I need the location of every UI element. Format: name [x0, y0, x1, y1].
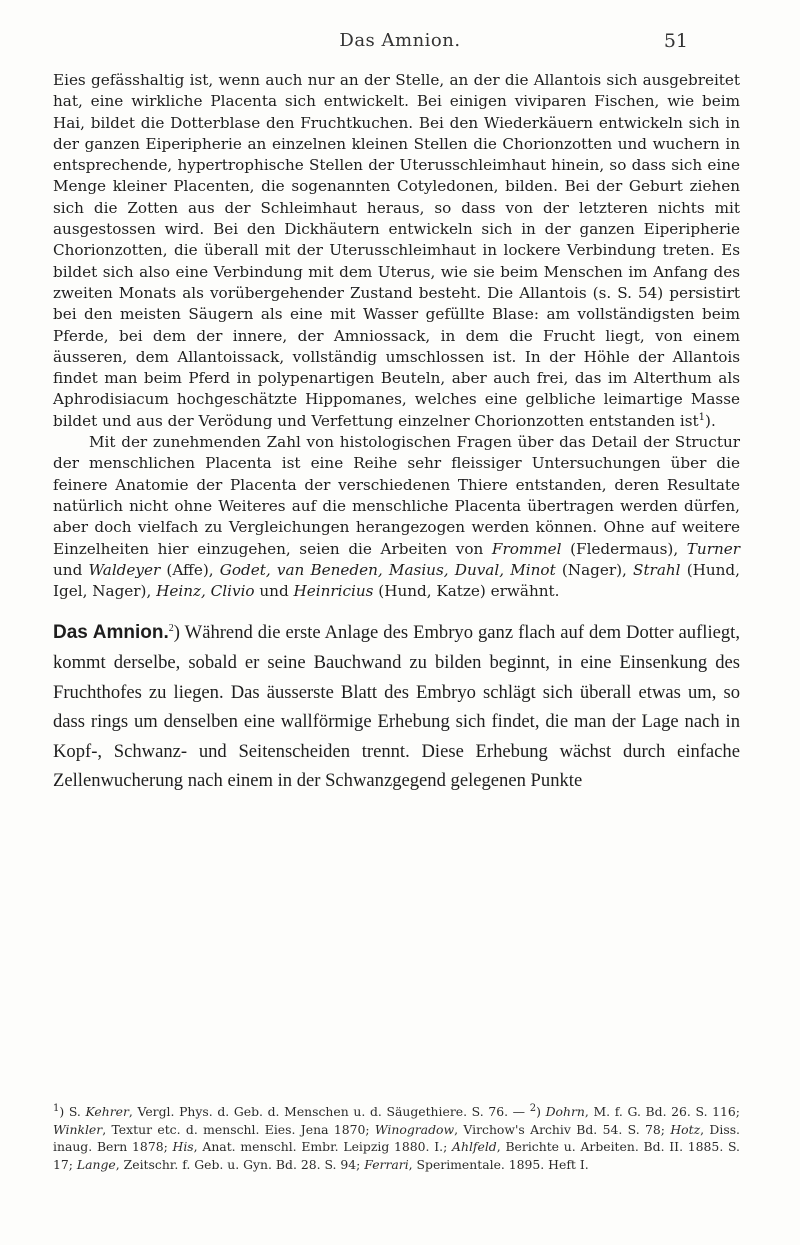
author-name: Heinz, Clivio: [156, 582, 255, 601]
text-run: und: [53, 560, 89, 579]
author-name: Frommel: [491, 539, 562, 558]
author-name: His: [172, 1139, 194, 1155]
paragraph-histology: [53, 432, 740, 602]
author-name: Hotz: [670, 1121, 701, 1137]
text-run: (Fledermaus),: [561, 539, 687, 558]
author-name: Strahl: [633, 560, 681, 579]
footnote-block: [53, 1103, 740, 1173]
text-run: , Vergl. Phys. d. Geb. d. Menschen u. d. Säugethiere. S. 76.: [128, 1104, 509, 1119]
text-run: , M. f. G. Bd. 26. S. 116;: [584, 1104, 740, 1119]
author-name: Godet, van Beneden, Masius, Duval, Minot: [219, 560, 556, 579]
text-run: , Berichte u. Arbeiten. Bd. II. 1885. S. 17;: [53, 1139, 741, 1172]
author-name: Ferrari: [364, 1156, 409, 1172]
text-run: —: [508, 1104, 530, 1119]
footnote-mark-1: 1: [53, 1102, 60, 1114]
section-amnion: [53, 618, 740, 796]
author-name: Winkler: [53, 1121, 103, 1137]
author-name: Kehrer: [85, 1104, 129, 1119]
text-run: und: [254, 582, 294, 601]
author-name: Ahlfeld: [452, 1139, 497, 1155]
text-run: , Sperimentale. 1895. Heft I.: [408, 1156, 589, 1172]
text-run: ): [536, 1104, 546, 1119]
paragraph-placenta-animals: [53, 70, 740, 432]
text-run: , Anat. menschl. Embr. Leipzig 1880. I.;: [193, 1139, 453, 1155]
text-run: (Affe),: [160, 560, 220, 579]
text-run: (Hund, Katze) erwähnt.: [373, 582, 560, 601]
text-run: , Zeitschr. f. Geb. u. Gyn. Bd. 28. S. 94;: [115, 1156, 365, 1172]
footnote-ref-1[interactable]: 1: [698, 411, 706, 423]
page-number: 51: [663, 30, 688, 52]
author-name: Lange: [76, 1156, 116, 1172]
footnote-mark-2: 2: [529, 1102, 537, 1114]
text-run: (Hund, Igel, Nager),: [53, 560, 740, 601]
text-run: , Virchow's Archiv Bd. 54. S. 78;: [454, 1121, 671, 1137]
footnotes: [53, 1103, 740, 1173]
text-run: Eies gefässhaltig ist, wenn auch nur an der Stelle, an der die Allantois sich ausgebreitet hat, eine wirkliche Placenta sich entwickelt. Bei einigen viviparen Fischen, wie beim Hai, bildet die Dotterblase den Fruchtkuchen. Bei den Wiederkäuern entwickeln sich in der ganzen Eiperipherie an einzelnen kleinen Stellen die Chorionzotten und wuchern in entsprechende, hypertrophische Stellen der Uterusschleimhaut hinein, so dass sich eine Menge kleiner Placenten, die sogenannten Cotyledonen, bilden. Bei der Geburt ziehen sich die Zotten aus der Schleimhaut heraus, so dass von der letzteren nichts mit ausgestossen wird. Bei den Dickhäutern entwickeln sich in der ganzen Eiperipherie Chorionzotten, die überall mit der Uterusschleimhaut in lockere Verbindung treten. Es bildet sich also eine Verbindung mit dem Uterus, wie sie beim Menschen im Anfang des zweiten Monats als vorübergehender Zustand besteht. Die Allantois (s. S. 54) persistirt bei den meisten Säugern als eine mit Wasser gefüllte Blase: am vollständigsten beim Pferde, bei dem der innere, der Amniossack, in dem die Frucht liegt, von einem äusseren, dem Allantoissack, vollständig umschlossen ist. In der Höhle der Allantois findet man beim Pferd in polypenartigen Beuteln, aber auch frei, das im Alterthum als Aphrodisiacum hochgeschätzte Hippomanes, welches eine gelbliche leimartige Masse bildet und aus der Verödung und Verfettung einzelner Chorionzotten entstanden ist: [53, 71, 740, 430]
text-run: Mit der zunehmenden Zahl von histologischen Fragen über das Detail der Structur der menschlichen Placenta ist eine Reihe sehr fleissiger Untersuchungen über die feinere Anatomie der Placenta der verschiedenen Thiere entstanden, deren Resultate natürlich nicht ohne Weiteres auf die menschliche Placenta übertragen werden dürfen, aber doch vielfach zu Vergleichungen herangezogen werden können. Ohne auf weitere Einzelheiten hier einzugehen, seien die Arbeiten von: [53, 433, 740, 558]
footnote-ref-2[interactable]: 2: [168, 623, 174, 635]
text-run: ) S.: [59, 1104, 86, 1119]
author-name: Heinricius: [293, 582, 374, 601]
text-run: ) Während die erste Anlage des Embryo ganz flach auf dem Dotter aufliegt, kommt derselbe, sobald er seine Bauchwand zu bilden beginnt, in eine Einsenkung des Fruchthofes zu liegen. Das äusserste Blatt des Embryo schlägt sich überall etwas um, so dass rings um denselben eine wallförmige Erhebung sich findet, die man der Lage nach in Kopf-, Schwanz- und Seitenscheiden trennt. Diese Erhebung wächst durch einfache Zellenwucherung nach einem in der Schwanzgegend gelegenen Punkte: [53, 622, 740, 792]
running-title: Das Amnion.: [339, 30, 461, 51]
body-text: [53, 70, 740, 796]
text-run: ).: [705, 411, 716, 430]
section-heading: Das Amnion.: [53, 622, 169, 644]
running-head: [0, 30, 800, 58]
text-run: (Nager),: [555, 560, 634, 579]
author-name: Winogradow: [374, 1121, 455, 1137]
text-run: , Diss. inaug. Bern 1878;: [53, 1121, 740, 1155]
author-name: Waldeyer: [88, 560, 161, 579]
text-run: , Textur etc. d. menschl. Eies. Jena 1870;: [102, 1121, 375, 1137]
author-name: Dohrn: [545, 1104, 585, 1119]
author-name: Turner: [686, 539, 740, 558]
